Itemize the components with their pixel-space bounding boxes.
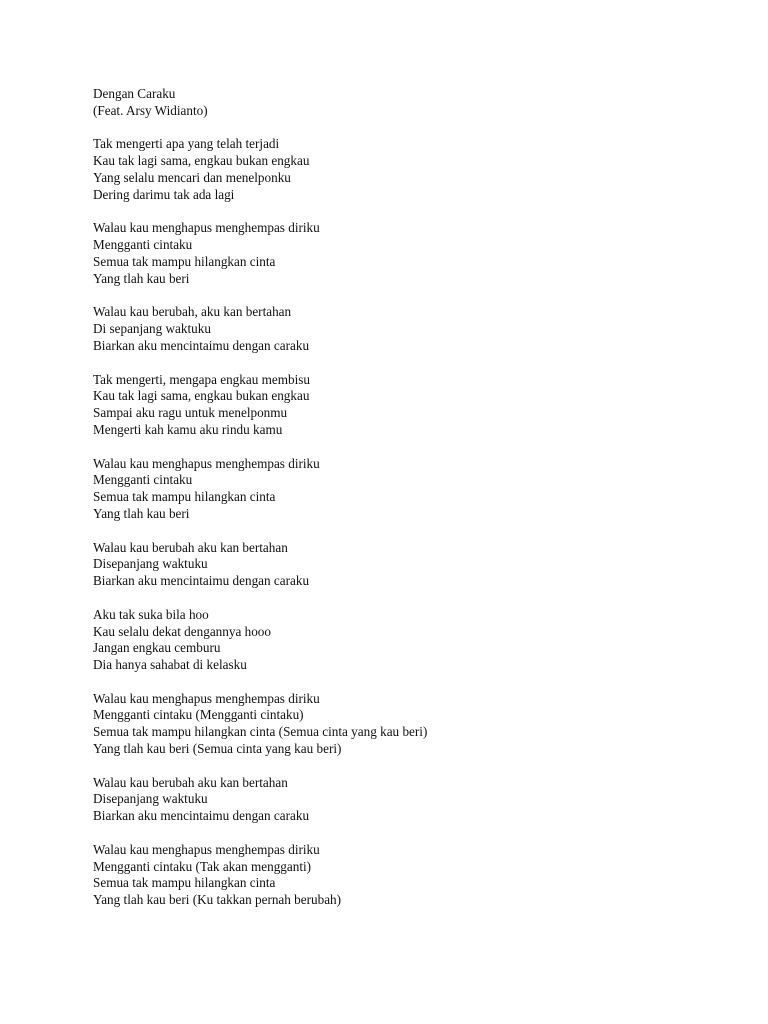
lyric-line: Walau kau menghapus menghempas diriku xyxy=(93,220,320,236)
lyric-line: Disepanjang waktuku xyxy=(93,556,208,572)
lyric-line: Mengganti cintaku (Tak akan mengganti) xyxy=(93,858,312,874)
lyric-line: Mengganti cintaku xyxy=(93,237,193,253)
title-block xyxy=(93,86,733,120)
lyric-line: Disepanjang waktuku xyxy=(93,791,208,807)
stanza xyxy=(93,842,733,909)
stanza xyxy=(93,691,733,758)
lyric-line: Semua tak mampu hilangkan cinta (Semua cinta yang kau beri) xyxy=(93,724,428,740)
lyric-line: Dering darimu tak ada lagi xyxy=(93,186,235,202)
lyric-line: Sampai aku ragu untuk menelponmu xyxy=(93,405,288,421)
lyric-line: Semua tak mampu hilangkan cinta xyxy=(93,489,276,505)
lyric-line: Tak mengerti apa yang telah terjadi xyxy=(93,136,280,152)
song-title: Dengan Caraku xyxy=(93,86,176,101)
stanza xyxy=(93,136,733,203)
lyric-line: Mengerti kah kamu aku rindu kamu xyxy=(93,421,283,437)
stanza xyxy=(93,540,733,590)
lyric-line: Di sepanjang waktuku xyxy=(93,321,211,337)
lyric-line: Yang tlah kau beri xyxy=(93,505,190,521)
lyrics-text xyxy=(93,86,733,926)
lyric-line: Semua tak mampu hilangkan cinta xyxy=(93,875,276,891)
lyric-line: Walau kau menghapus menghempas diriku xyxy=(93,455,320,471)
lyric-line: Aku tak suka bila hoo xyxy=(93,606,209,622)
lyric-line: Kau tak lagi sama, engkau bukan engkau xyxy=(93,388,310,404)
lyric-line: Biarkan aku mencintaimu dengan caraku xyxy=(93,808,310,824)
lyric-line: Walau kau menghapus menghempas diriku xyxy=(93,841,320,857)
lyric-line: Tak mengerti, mengapa engkau membisu xyxy=(93,371,310,387)
lyric-line: Yang tlah kau beri (Semua cinta yang kau beri) xyxy=(93,741,342,757)
lyric-line: Biarkan aku mencintaimu dengan caraku xyxy=(93,337,310,353)
lyric-line: Semua tak mampu hilangkan cinta xyxy=(93,253,276,269)
lyric-line: Kau selalu dekat dengannya hooo xyxy=(93,623,271,639)
lyric-line: Yang tlah kau beri (Ku takkan pernah berubah) xyxy=(93,892,342,908)
lyric-line: Yang selalu mencari dan menelponku xyxy=(93,169,291,185)
lyric-line: Mengganti cintaku xyxy=(93,472,193,488)
song-subtitle: (Feat. Arsy Widianto) xyxy=(93,102,208,118)
lyric-line: Biarkan aku mencintaimu dengan caraku xyxy=(93,573,310,589)
stanza xyxy=(93,372,733,439)
lyric-line: Walau kau berubah, aku kan bertahan xyxy=(93,304,292,320)
lyric-line: Jangan engkau cemburu xyxy=(93,640,221,656)
lyric-line: Mengganti cintaku (Mengganti cintaku) xyxy=(93,707,304,723)
stanza xyxy=(93,456,733,523)
lyric-line: Kau tak lagi sama, engkau bukan engkau xyxy=(93,153,310,169)
lyric-line: Walau kau berubah aku kan bertahan xyxy=(93,774,288,790)
lyric-line: Walau kau menghapus menghempas diriku xyxy=(93,690,320,706)
stanza xyxy=(93,607,733,674)
stanza xyxy=(93,775,733,825)
lyric-line: Walau kau berubah aku kan bertahan xyxy=(93,539,288,555)
lyric-line: Dia hanya sahabat di kelasku xyxy=(93,657,247,673)
lyric-line: Yang tlah kau beri xyxy=(93,270,190,286)
stanza xyxy=(93,304,733,354)
stanza xyxy=(93,220,733,287)
